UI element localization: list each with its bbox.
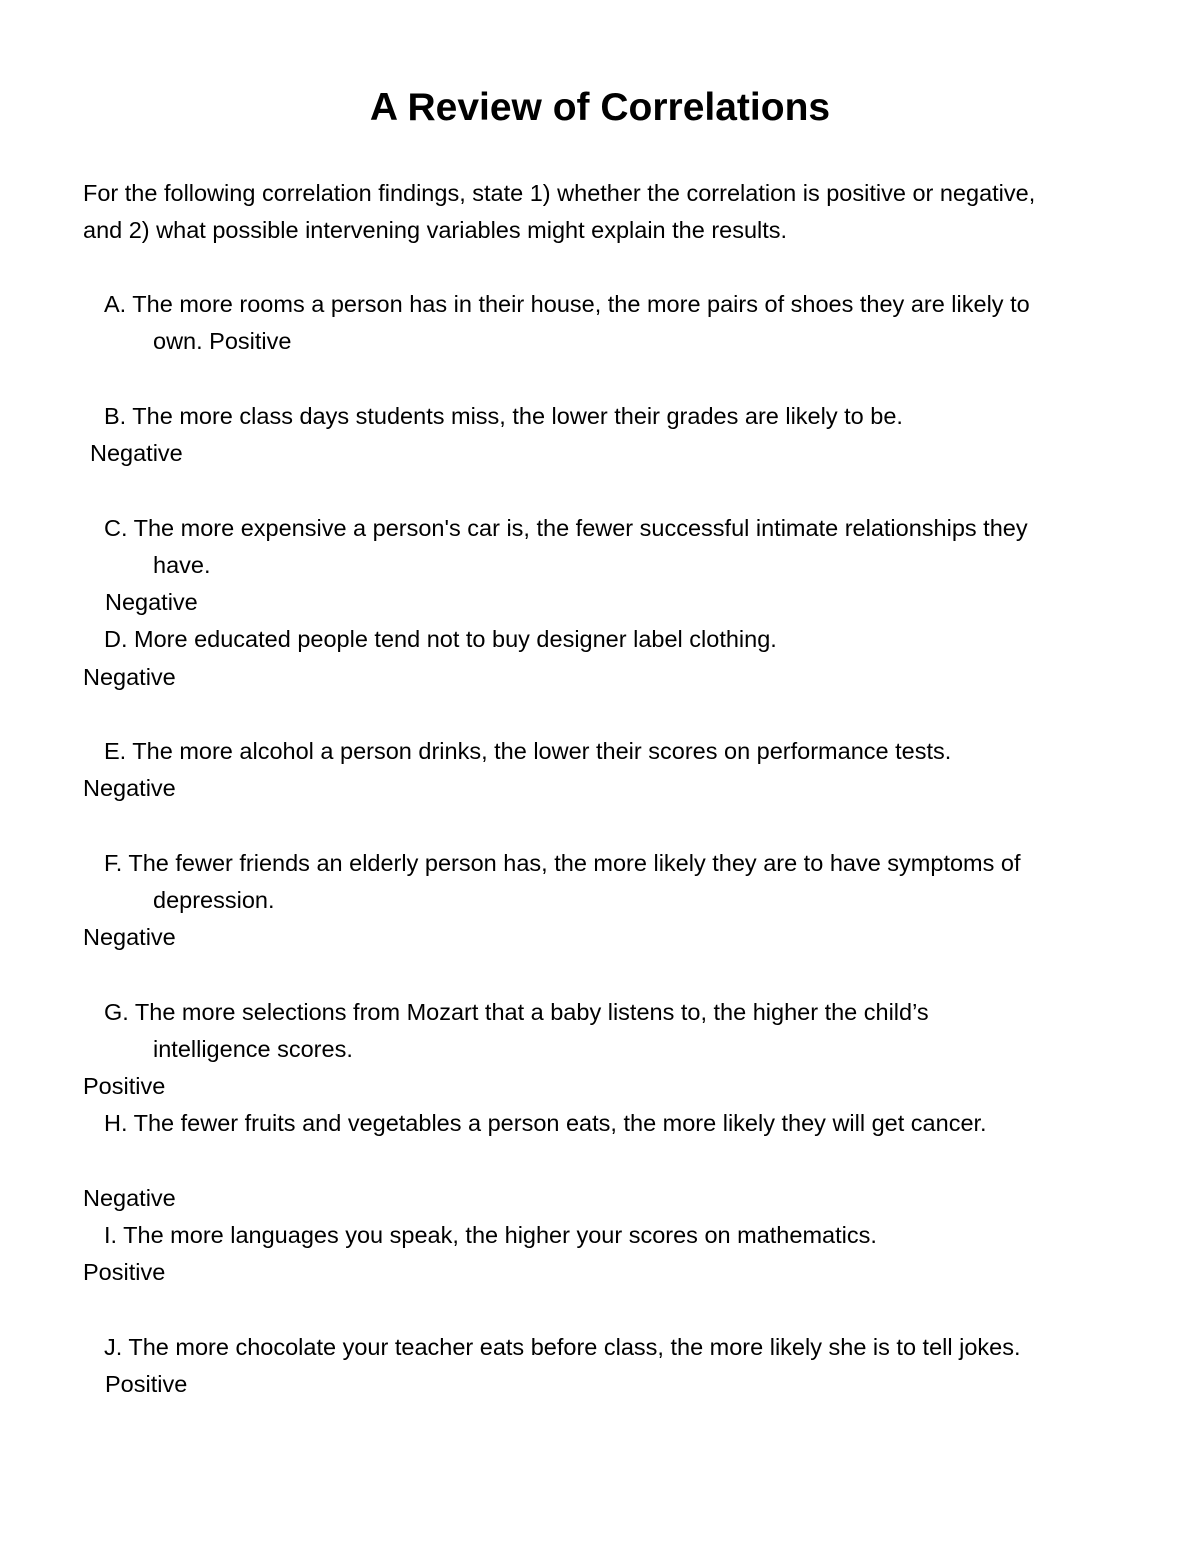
item-c-answer: Negative	[105, 589, 198, 615]
document-title: A Review of Correlations	[369, 86, 831, 129]
item-j-answer: Positive	[105, 1371, 188, 1397]
item-b-line-1: B. The more class days students miss, the lower their grades are likely to be.	[104, 403, 903, 429]
item-e-answer: Negative	[83, 775, 176, 801]
item-j-line-1: J. The more chocolate your teacher eats before class, the more likely she is to tell jokes.	[104, 1334, 1021, 1360]
item-h-answer: Negative	[83, 1185, 176, 1211]
item-a-line-2: own. Positive	[153, 328, 292, 354]
item-c-line-1: C. The more expensive a person's car is, the fewer successful intimate relationships they	[104, 515, 1028, 541]
item-d-answer: Negative	[83, 664, 176, 690]
item-d-line-1: D. More educated people tend not to buy designer label clothing.	[104, 626, 777, 652]
item-a-line-1: A. The more rooms a person has in their house, the more pairs of shoes they are likely to	[104, 291, 1030, 317]
item-g-line-2: intelligence scores.	[153, 1036, 353, 1062]
instructions-line-2: and 2) what possible intervening variables might explain the results.	[83, 217, 788, 243]
item-i-answer: Positive	[83, 1259, 166, 1285]
item-f-line-1: F. The fewer friends an elderly person has, the more likely they are to have symptoms of	[104, 850, 1021, 876]
instructions-line-1: For the following correlation findings, state 1) whether the correlation is positive or negative,	[83, 180, 1036, 206]
item-h-line-1: H. The fewer fruits and vegetables a person eats, the more likely they will get cancer.	[104, 1110, 987, 1136]
item-c-line-2: have.	[153, 552, 211, 578]
item-i-line-1: I. The more languages you speak, the higher your scores on mathematics.	[104, 1222, 877, 1248]
item-e-line-1: E. The more alcohol a person drinks, the lower their scores on performance tests.	[104, 738, 952, 764]
item-g-answer: Positive	[83, 1073, 166, 1099]
item-b-answer: Negative	[90, 440, 183, 466]
item-f-line-2: depression.	[153, 887, 275, 913]
item-g-line-1: G. The more selections from Mozart that a baby listens to, the higher the child’s	[104, 999, 929, 1025]
item-f-answer: Negative	[83, 924, 176, 950]
